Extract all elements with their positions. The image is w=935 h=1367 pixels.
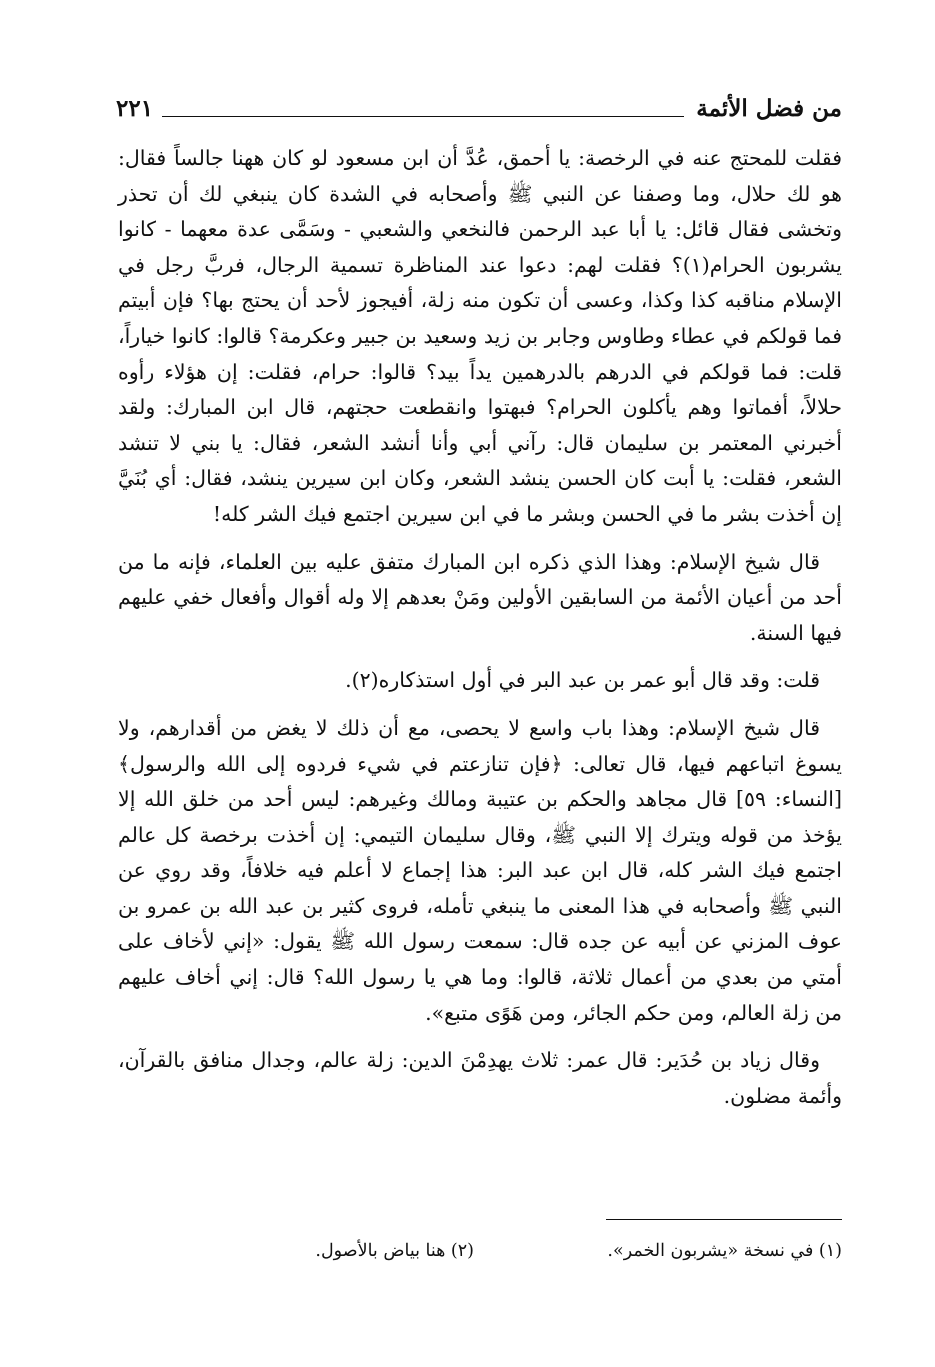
paragraph-5: وقال زياد بن حُدَير: قال عمر: ثلاث يهدِمْنَ الدين: زلة عالم، وجدال منافق بالقرآن، وأئمة مضلون.: [118, 1048, 842, 1108]
body-text: [118, 141, 842, 1126]
running-title: من فضل الأئمة: [696, 95, 842, 122]
page-header: [116, 94, 842, 128]
paragraph-1: فقلت للمحتج عنه في الرخصة: يا أحمق، عُدَّ أن ابن مسعود لو كان ههنا جالساً فقال: هو لك حلال، وما وصفنا عن النبي ﷺ وأصحابه في الشدة كان ينبغي لك أن تحذر وتخشى فقال قائل: يا أبا عبد الرحمن فالنخعي والشعبي - وسَمَّى عدة معهما - كانوا يشربون الحرام(١)؟ فقلت لهم: دعوا عند المناظرة تسمية الرجال، فربَّ رجل في الإسلام مناقبه كذا وكذا، وعسى أن تكون منه زلة، أفيجوز لأحد أن يحتج بها؟ فإن أبيتم فما قولكم في عطاء وطاوس وجابر بن زيد وسعيد بن جبير وعكرمة؟ قالوا: كانوا خياراً، قلت: فما قولكم في الدرهم بالدرهمين يداً بيد؟ قالوا: حرام، فقلت: إن هؤلاء رأوه حلالاً، أفماتوا وهم يأكلون الحرام؟ فبهتوا وانقطعت حجتهم، قال ابن المبارك: ولقد أخبرني المعتمر بن سليمان قال: رآني أبي وأنا أنشد الشعر، فقال: يا بني لا تنشد الشعر، فقلت: يا أبت كان الحسن ينشد الشعر، وكان ابن سيرين ينشد، فقال: أي بُنَيَّ إن أخذت بشر ما في الحسن وبشر ما في ابن سيرين اجتمع فيك الشر كله!: [118, 146, 842, 526]
footnotes: [118, 1230, 842, 1264]
paragraph-2: قال شيخ الإسلام: وهذا الذي ذكره ابن المبارك متفق عليه بين العلماء، فإنه ما من أحد من أعيان الأئمة من السابقين الأولين ومَنْ بعدهم إلا وله أقوال وأفعال خفي عليهم فيها السنة.: [118, 549, 842, 645]
paragraph-3: قلت: وقد قال أبو عمر بن عبد البر في أول استذكاره(٢).: [345, 668, 820, 693]
footnote-2: (٢) هنا بياض بالأصول.: [315, 1241, 474, 1261]
page-number: ٢٢١: [116, 95, 154, 122]
header-rule: [162, 116, 684, 117]
footnote-1: (١) في نسخة «يشربون الخمر».: [607, 1241, 842, 1261]
footnote-rule: [606, 1219, 842, 1220]
paragraph-4: قال شيخ الإسلام: وهذا باب واسع لا يحصى، مع أن ذلك لا يغض من أقدارهم، ولا يسوغ اتباعهم فيها، قال تعالى: ﴿فإن تنازعتم في شيء فردوه إلى الله والرسول﴾ [النساء: ٥٩] قال مجاهد والحكم بن عتيبة ومالك وغيرهم: ليس أحد من خلق الله إلا يؤخذ من قوله ويترك إلا النبي ﷺ، وقال سليمان التيمي: إن أخذت برخصة كل عالم اجتمع فيك الشر كله، قال ابن عبد البر: هذا إجماع لا أعلم فيه خلافاً، وقد روي عن النبي ﷺ وأصحابه في هذا المعنى ما ينبغي تأمله، فروى كثير بن عبد الله بن عمرو بن عوف المزني عن أبيه عن جده قال: سمعت رسول الله ﷺ يقول: «إني لأخاف على أمتي من بعدي من أعمال ثلاثة، قالوا: وما هي يا رسول الله؟ قال: إني أخاف عليهم من زلة العالم، ومن حكم الجائر، ومن هَوًى متبع».: [118, 715, 842, 1025]
